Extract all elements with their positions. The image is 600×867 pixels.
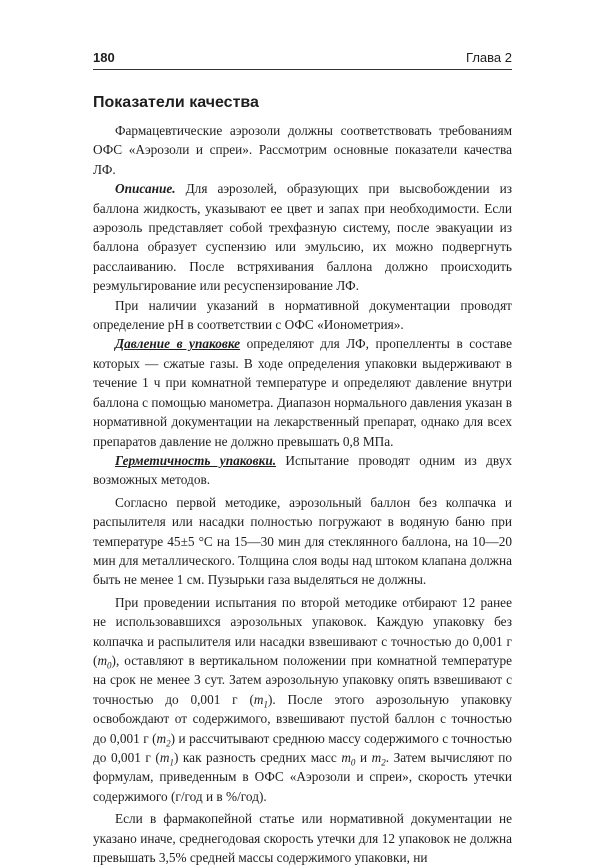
subscript-0: 0	[107, 660, 112, 671]
method-two-text-b: ), оставляют в вертикальном положении при комнатной температуре на срок не менее 3 сут. Затем аэрозольную упаковку опять взвешивают с точностью до 0,001 г (	[93, 652, 512, 707]
symbol-m0	[341, 750, 356, 768]
method-two-text-g: . Затем вычисляют по формулам, приведенным в ОФС «Аэрозоли и спреи», скорость утечки содержимого (г/год и в %/год).	[93, 750, 513, 804]
term-pressure: Давление в упаковке	[115, 336, 241, 352]
symbol-m: m	[97, 652, 108, 668]
symbol-m: m	[156, 730, 167, 746]
symbol-m: m	[341, 750, 351, 765]
method-two-text-c: ). После этого аэрозольную упаковку освобождают от содержимого, взвешивают пустой баллон с точностью до 0,001 г (	[93, 691, 512, 746]
subscript-1: 1	[169, 757, 174, 768]
symbol-m2	[156, 730, 171, 749]
section-heading: Показатели качества	[93, 94, 259, 111]
chapter-label: Глава 2	[466, 50, 512, 65]
method-two-text-a: При проведении испытания по второй методике отбирают 12 ранее не использовавшихся аэрозольных упаковок. Каждую упаковку без колпачка и распылителя или насадки взвешивают с точностью до 0,001 г (	[93, 594, 512, 668]
method-two-text-e: ) как разность средних масс	[173, 750, 342, 765]
paragraph-ph: При наличии указаний в нормативной документации проводят определение pH в соответствии с ОФС «Ионометрия».	[93, 297, 512, 333]
term-tightness: Герметичность упаковки.	[115, 452, 277, 468]
running-head	[93, 50, 512, 70]
paragraph-tightness	[93, 451, 512, 490]
symbol-m1	[253, 691, 268, 710]
paragraph-method-one: Согласно первой методике, аэрозольный баллон без колпачка и распылителя или насадки полностью погружают в водяную баню при температуре 45±5 °С на 15—30 мин для стеклянного баллона, на 10—20 мин для металлического. Толщина слоя воды над штоком клапана должна быть не менее 1 см. Пузырьки газа выделяться не должны.	[93, 494, 512, 588]
subscript-1: 1	[263, 699, 268, 710]
paragraph-intro: Фармацевтические аэрозоли должны соответствовать требованиям ОФС «Аэрозоли и спреи». Рассмотрим основные показатели качества ЛФ.	[93, 123, 512, 177]
subscript-2: 2	[381, 757, 386, 768]
pressure-text: определяют для ЛФ, пропелленты в составе которых — сжатые газы. В ходе определения упаковки выдерживают в течение 1 ч при комнатной температуре и определяют давление внутри баллона с помощью манометра. Диапазон нормального давления указан в нормативной документации на лекарственный препарат, однако для всех препаратов давление не должно превышать 0,8 МПа.	[93, 336, 513, 449]
tightness-text: Испытание проводят одним из двух возможных методов.	[93, 452, 512, 488]
paragraph-method-two	[93, 593, 512, 806]
symbol-m1	[159, 750, 174, 768]
paragraph-description	[93, 179, 512, 295]
subscript-0: 0	[350, 757, 356, 768]
paragraph-leak-rate: Если в фармакопейной статье или нормативной документации не указано иначе, среднегодовая скорость утечки для 12 упаковок не должна превышать 3,5% средней массы содержимого упаковки, ни	[93, 811, 512, 866]
method-two-text-d: ) и рассчитывают среднюю массу содержимого с точностью до 0,001 г (	[93, 730, 512, 765]
paragraph-pressure	[93, 334, 512, 450]
description-text: Для аэрозолей, образующих при высвобождении из баллона жидкость, указывают ее цвет и запах при необходимости. Если аэрозоль представляет собой трехфазную систему, после эвакуации из баллона образует суспензию или эмульсию, их можно подвергнуть расслаиванию. После встряхивания баллона должно происходить реэмульгирование или ресуспензирование ЛФ.	[93, 181, 512, 294]
body-text	[93, 121, 512, 867]
symbol-m2	[371, 750, 386, 768]
page-number: 180	[93, 50, 115, 65]
symbol-m: m	[253, 691, 264, 707]
symbol-m: m	[371, 750, 382, 765]
term-description: Описание.	[115, 181, 176, 197]
symbol-m0	[97, 652, 112, 671]
symbol-m: m	[159, 750, 170, 765]
subscript-2: 2	[166, 738, 171, 749]
method-two-text-f: и	[355, 750, 372, 765]
